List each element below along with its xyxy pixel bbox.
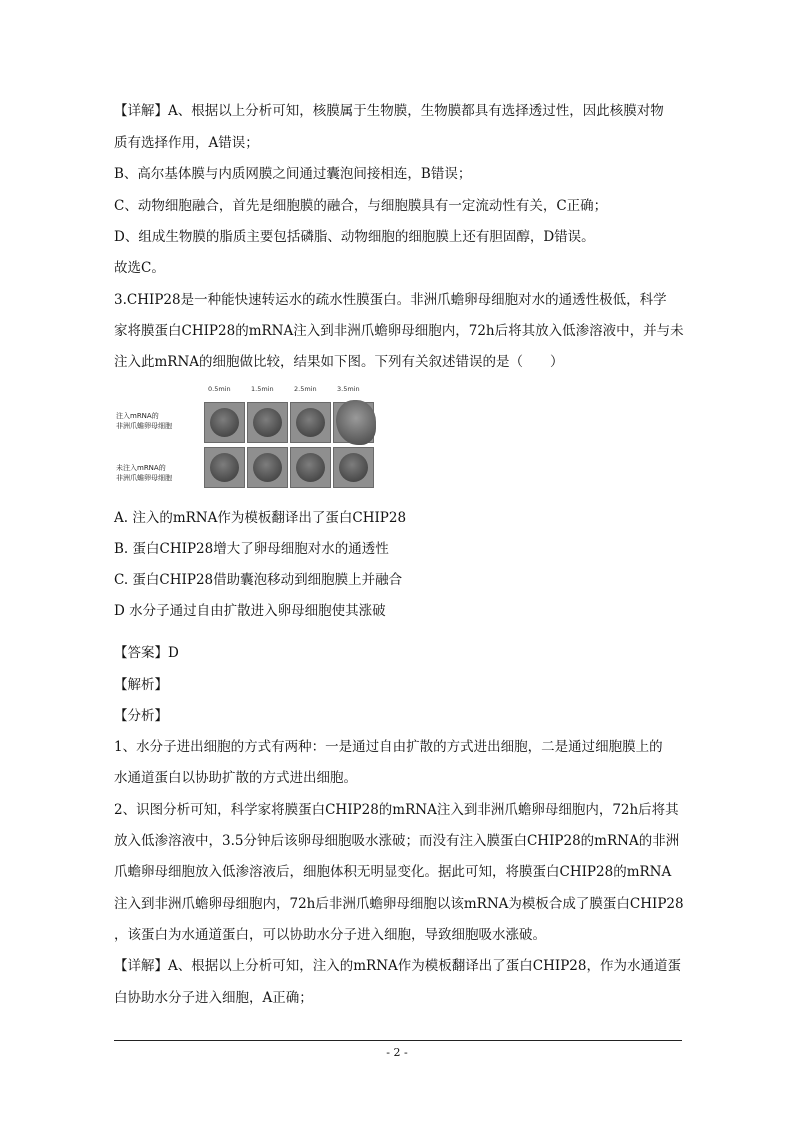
analysis-subheading: 【分析】: [114, 708, 168, 724]
text-line: 注入到非洲爪蟾卵母细胞内，72h后非洲爪蟾卵母细胞以该mRNA为模板合成了膜蛋白CHIP28: [114, 896, 684, 912]
oocyte-cell-burst: [336, 400, 376, 445]
text-line: B、高尔基体膜与内质网膜之间通过囊泡间接相连，B错误；: [114, 166, 472, 182]
time-label: 3.5min: [337, 385, 360, 393]
row-label-uninjected: 未注入mRNA的 非洲爪蟾卵母细胞: [116, 464, 172, 482]
option-a: A. 注入的mRNA作为模板翻译出了蛋白CHIP28: [114, 510, 407, 526]
text-line: 爪蟾卵母细胞放入低渗溶液后，细胞体积无明显变化。据此可知，将膜蛋白CHIP28的mRNA: [114, 864, 672, 880]
option-d: D 水分子通过自由扩散进入卵母细胞使其涨破: [114, 603, 386, 619]
oocyte-cell: [253, 408, 282, 437]
answer-label: 【答案】D: [114, 645, 179, 661]
text-line: 质有选择作用，A错误；: [114, 135, 259, 151]
oocyte-panel: [204, 402, 245, 443]
time-label: 0.5min: [208, 385, 231, 393]
text-line: 【详解】A、根据以上分析可知，核膜属于生物膜，生物膜都具有选择透过性，因此核膜对物: [114, 103, 664, 119]
oocyte-panel: [333, 402, 374, 443]
time-label: 2.5min: [294, 385, 317, 393]
oocyte-panel: [290, 447, 331, 488]
question-line: 家将膜蛋白CHIP28的mRNA注入到非洲爪蟾卵母细胞内，72h后将其放入低渗溶液中，并与未: [114, 323, 684, 339]
oocyte-cell: [296, 408, 325, 437]
footer-rule: [114, 1040, 682, 1041]
oocyte-panel: [290, 402, 331, 443]
analysis-heading: 【解析】: [114, 677, 168, 693]
row-label-injected: 注入mRNA的 非洲爪蟾卵母细胞: [116, 412, 172, 430]
question-line: 3.CHIP28是一种能快速转运水的疏水性膜蛋白。非洲爪蟾卵母细胞对水的通透性极低，科学: [114, 292, 667, 308]
text-line: 1、水分子进出细胞的方式有两种：一是通过自由扩散的方式进出细胞，二是通过细胞膜上的: [114, 739, 663, 755]
oocyte-cell: [296, 453, 325, 482]
text-line: 水通道蛋白以协助扩散的方式进出细胞。: [114, 770, 357, 786]
text-line: 故选C。: [114, 260, 165, 276]
oocyte-panel: [247, 402, 288, 443]
text-line: C、动物细胞融合，首先是细胞膜的融合，与细胞膜具有一定流动性有关，C正确；: [114, 198, 608, 214]
text-line: 白协助水分子进入细胞，A正确；: [114, 990, 313, 1006]
option-b: B. 蛋白CHIP28增大了卵母细胞对水的通透性: [114, 541, 389, 557]
time-label: 1.5min: [251, 385, 274, 393]
oocyte-cell: [339, 453, 368, 482]
question-line: 注入此mRNA的细胞做比较，结果如下图。下列有关叙述错误的是（ ）: [114, 354, 564, 370]
option-c: C. 蛋白CHIP28借助囊泡移动到细胞膜上并融合: [114, 572, 403, 588]
text-line: 放入低渗溶液中，3.5分钟后该卵母细胞吸水涨破；而没有注入膜蛋白CHIP28的mRNA的非洲: [114, 833, 680, 849]
text-line: D、组成生物膜的脂质主要包括磷脂、动物细胞的细胞膜上还有胆固醇，D错误。: [114, 229, 595, 245]
oocyte-panel: [333, 447, 374, 488]
oocyte-panel: [247, 447, 288, 488]
oocyte-cell: [253, 453, 282, 482]
oocyte-cell: [210, 453, 239, 482]
oocyte-cell: [210, 408, 239, 437]
page-number: - 2 -: [386, 1046, 408, 1059]
text-line: 【详解】A、根据以上分析可知，注入的mRNA作为模板翻译出了蛋白CHIP28，作为水通道蛋: [114, 958, 681, 974]
experiment-figure: [116, 383, 368, 491]
oocyte-panel: [204, 447, 245, 488]
text-line: 2、识图分析可知，科学家将膜蛋白CHIP28的mRNA注入到非洲爪蟾卵母细胞内，72h后将其: [114, 802, 679, 818]
text-line: ，该蛋白为水通道蛋白，可以协助水分子进入细胞，导致细胞吸水涨破。: [114, 927, 546, 943]
